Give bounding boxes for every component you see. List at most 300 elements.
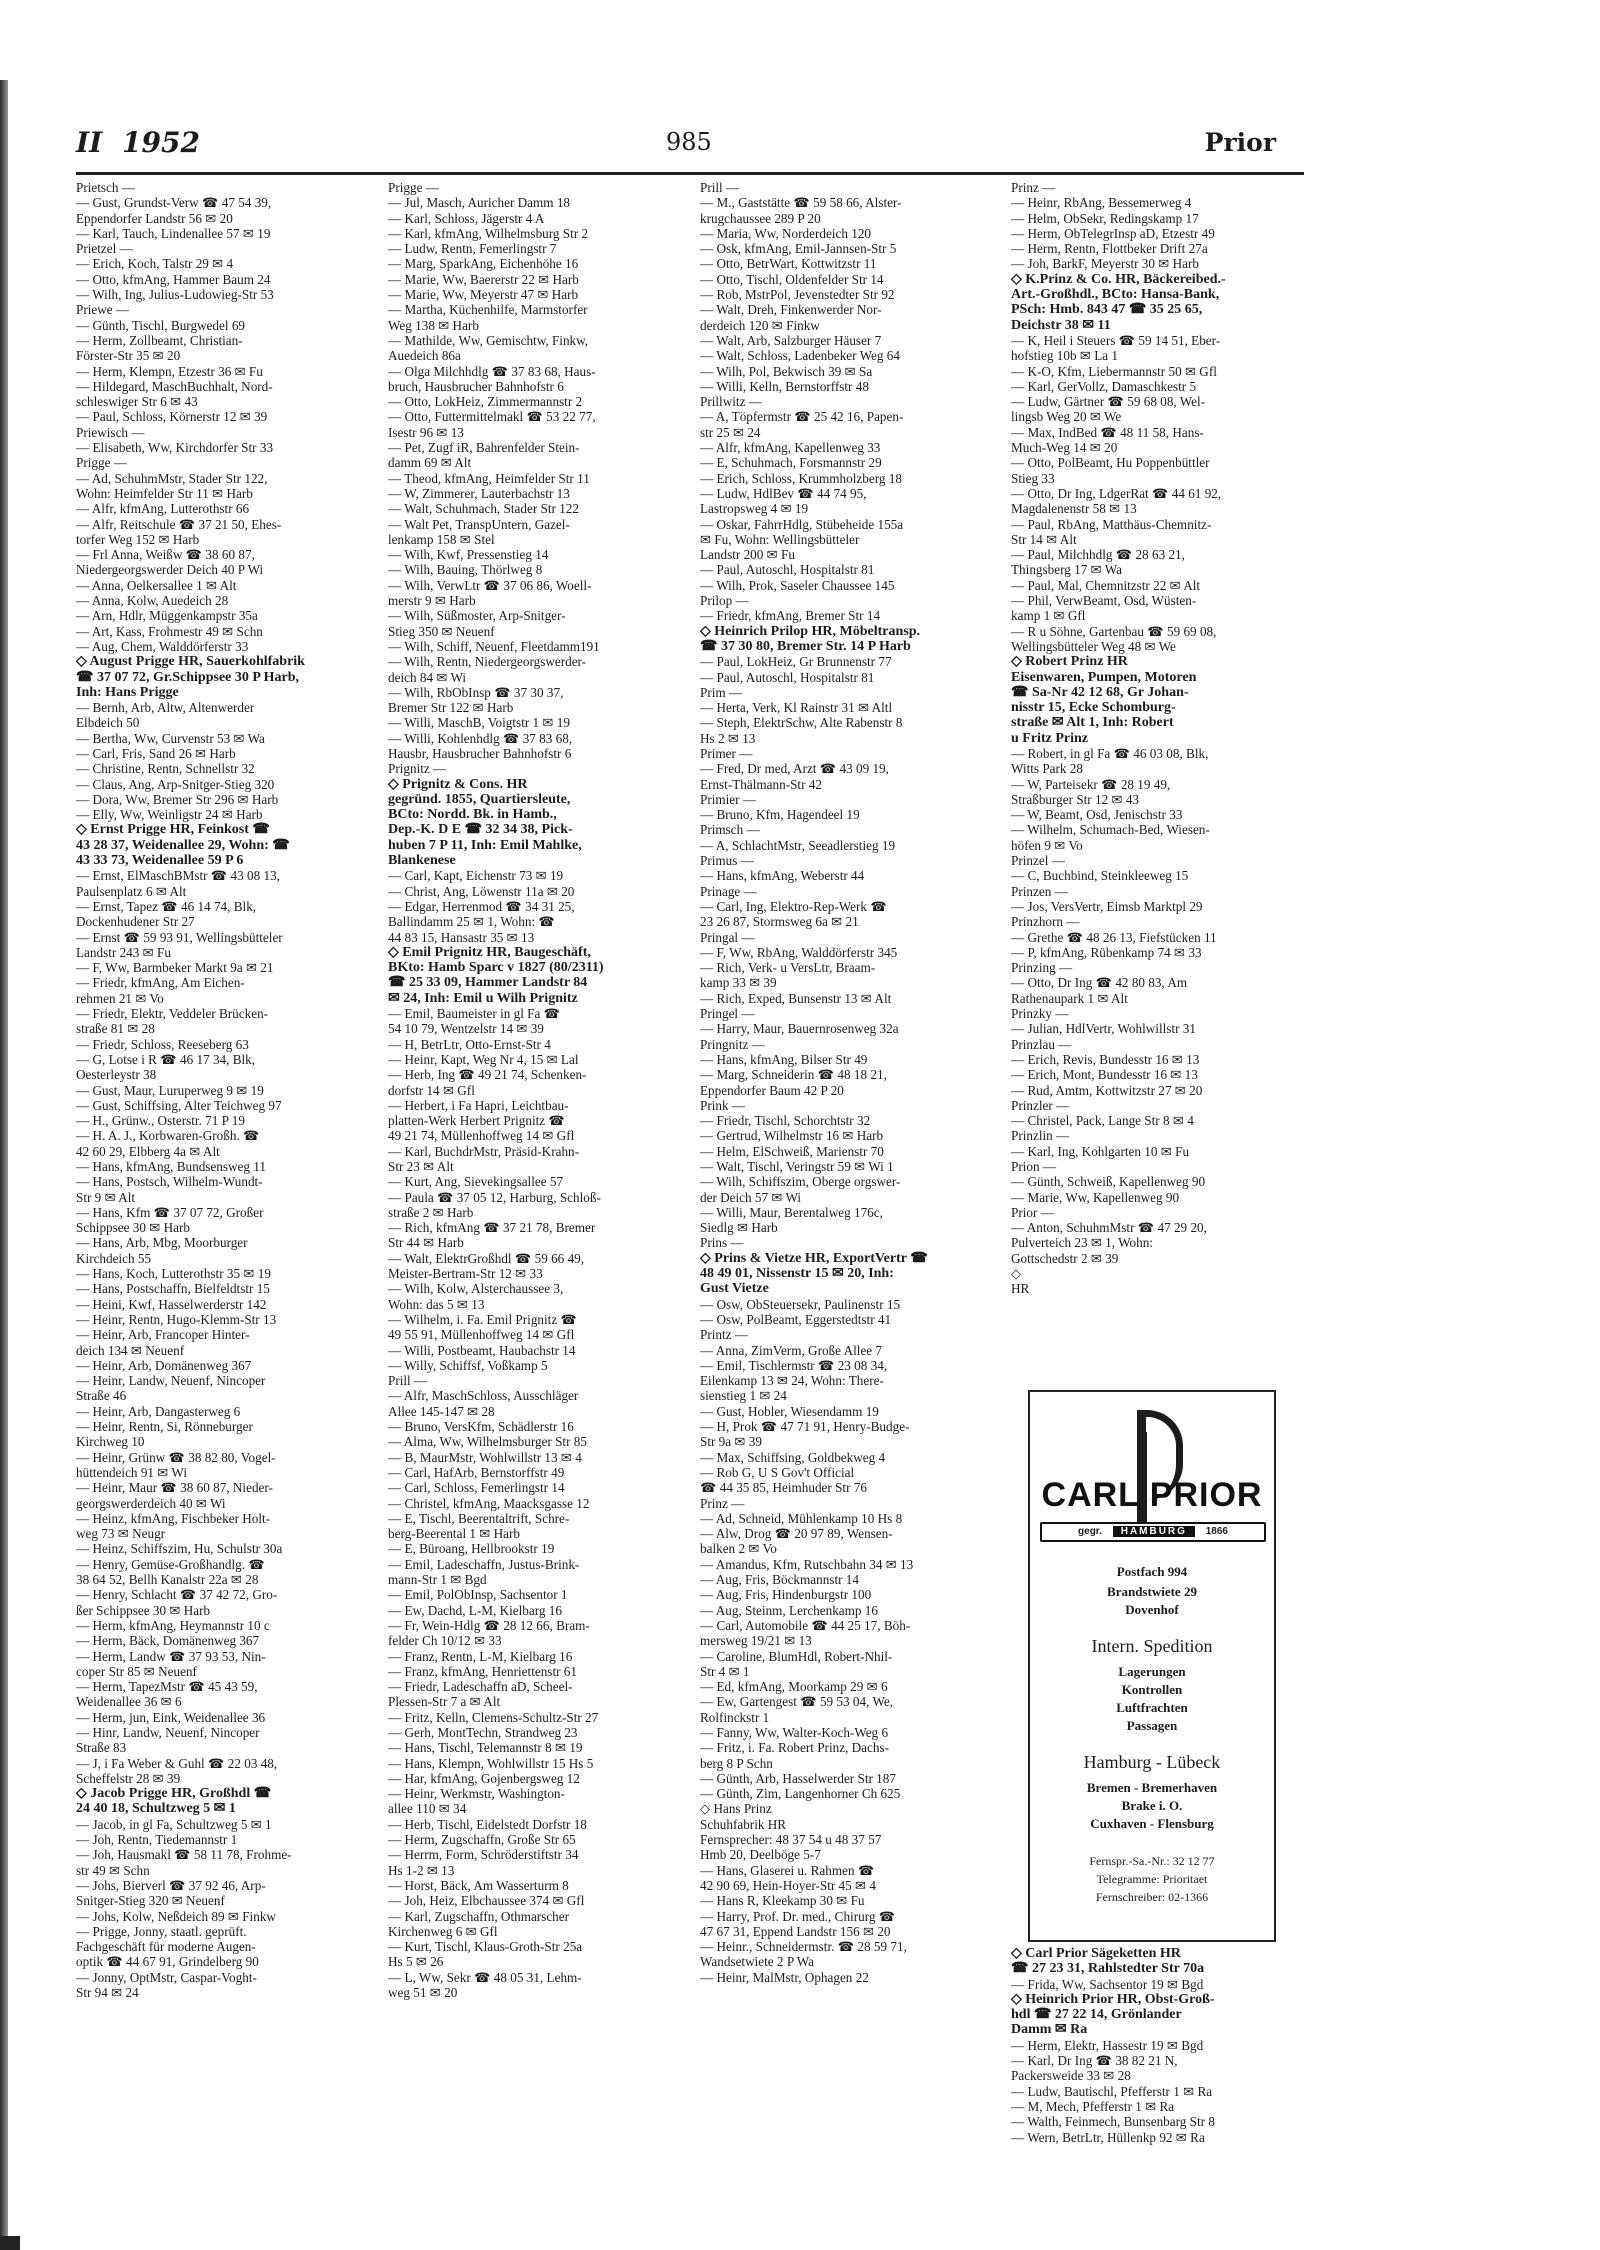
directory-entry: — Bruno, Kfm, Hagendeel 19: [700, 807, 860, 823]
directory-entry: — Karl, Ing, Kohlgarten 10 ✉ Fu: [1011, 1143, 1190, 1159]
directory-entry: — Herta, Verk, Kl Rainstr 31 ✉ Altl: [700, 700, 893, 716]
directory-entry: — Heinr, Rentn, Si, Rönneburger Kirchweg 10: [76, 1419, 253, 1450]
directory-entry: — Wilh, VerwLtr ☎ 37 06 86, Woell- merstr 9 ✉ Harb: [388, 577, 592, 609]
directory-entry: — Rob, MstrPol, Jevenstedter Str 92: [700, 287, 895, 303]
directory-entry: — Otto, Futtermittelmakl ☎ 53 22 77, Isestr 96 ✉ 13: [388, 409, 596, 440]
column-3: [700, 180, 996, 2220]
directory-entry: — Heinr, Rentn, Hugo-Klemm-Str 13: [76, 1311, 277, 1327]
directory-entry: — Franz, kfmAng, Henriettenstr 61: [388, 1663, 577, 1679]
directory-entry: — Wilh, Rentn, Niedergeorgswerder- deich 84 ✉ Wi: [388, 654, 587, 685]
ad-founded-label: gegr.: [1078, 1526, 1102, 1537]
directory-entry: — Paul, Autoschl, Hospitalstr 81: [700, 562, 875, 578]
directory-entry: — Carl, Kapt, Eichenstr 73 ✉ 19: [388, 868, 564, 884]
directory-entry: — Osk, kfmAng, Emil-Jannsen-Str 5: [700, 241, 897, 257]
directory-entry: — Gust, Grundst-Verw ☎ 47 54 39, Eppendorfer Landstr 56 ✉ 20: [76, 195, 272, 226]
directory-entry: Priewe —: [76, 302, 130, 318]
directory-entry: — Helm, ElSchweiß, Marienstr 70: [700, 1143, 884, 1159]
directory-entry: — Frl Anna, Weißw ☎ 38 60 87, Niedergeorgswerder Deich 40 P Wi: [76, 547, 264, 578]
directory-entry: — Willi, Maur, Berentalweg 176c, Siedlg ✉ Harb: [700, 1204, 883, 1236]
directory-entry: — Willi, Kohlenhdlg ☎ 37 83 68, Hausbr, Hausbrucher Bahnhofstr 6: [388, 730, 573, 761]
directory-entry: — Martha, Küchenhilfe, Marmstorfer Weg 138 ✉ Harb: [388, 302, 588, 333]
directory-entry: — Herm, Landw ☎ 37 93 53, Nin- coper Str 85 ✉ Neuenf: [76, 1648, 266, 1679]
directory-entry: — Elisabeth, Ww, Kirchdorfer Str 33: [76, 440, 274, 456]
directory-entry: — Erich, Schloss, Krummholzberg 18: [700, 470, 902, 486]
directory-entry: — W, Parteisekr ☎ 28 19 49, Straßburger Str 12 ✉ 43: [1011, 776, 1171, 807]
directory-entry: Prill —: [700, 180, 740, 195]
directory-entry: — Friedr, kfmAng, Am Eichen- rehmen 21 ✉ Vo: [76, 975, 245, 1006]
directory-entry: — Herm, Zugschaffn, Große Str 65: [388, 1832, 576, 1848]
directory-entry: — Walt Pet, TranspUntern, Gazel- lenkamp 158 ✉ Stel: [388, 516, 570, 547]
directory-entry: — Prigge, Jonny, staatl. geprüft. Fachgeschäft für moderne Augen- optik ☎ 44 67 91, Grindelberg 90: [76, 1923, 259, 1970]
directory-entry: — Pet, Zugf iR, Bahrenfelder Stein- damm 69 ✉ Alt: [388, 440, 580, 471]
directory-entry: — M., Gaststätte ☎ 59 58 66, Alster- krugchaussee 289 P 20: [700, 195, 902, 226]
directory-entry: — Herm, Zollbeamt, Christian- Förster-Str 35 ✉ 20: [76, 332, 243, 364]
directory-entry: — Rob G, U S Gov't Official ☎ 44 35 85, Heimhuder Str 76: [700, 1464, 867, 1496]
directory-entry: — Herb, Ing ☎ 49 21 74, Schenken- dorfstr 14 ✉ Gfl: [388, 1067, 587, 1098]
directory-entry: — Alfr, kfmAng, Lutterothstr 66: [76, 501, 250, 517]
directory-entry: — Hans, kfmAng, Bilser Str 49: [700, 1051, 868, 1067]
directory-entry: — Otto, BetrWart, Kottwitzstr 11: [700, 256, 877, 272]
directory-entry: — Johs, Bierverl ☎ 37 92 46, Arp- Snitger-Stieg 320 ✉ Neuenf: [76, 1877, 266, 1909]
directory-entry: Prinz —: [1011, 180, 1056, 195]
directory-entry: — Ernst, Tapez ☎ 46 14 74, Blk, Dockenhudener Str 27: [76, 898, 257, 930]
directory-entry: ◇ HR: [1011, 1266, 1030, 1297]
directory-entry: Prinage —: [700, 883, 757, 899]
directory-entry: — Carl, Ing, Elektro-Rep-Werk ☎ 23 26 87, Stormsweg 6a ✉ 21: [700, 898, 887, 930]
directory-entry: — R u Söhne, Gartenbau ☎ 59 69 08, Wellingsbütteler Weg 48 ✉ We: [1011, 623, 1217, 654]
directory-entry: — Herm, ObTelegrInsp aD, Etzestr 49: [1011, 225, 1215, 241]
directory-entry: — Erich, Koch, Talstr 29 ✉ 4: [76, 256, 234, 272]
directory-entry: — Rich, Exped, Bunsenstr 13 ✉ Alt: [700, 990, 892, 1006]
directory-entry: — Bernh, Arb, Altw, Altenwerder Elbdeich 50: [76, 700, 255, 731]
ad-street: Brandstwiete 29: [1107, 1584, 1197, 1599]
ad-service-item: Kontrollen: [1121, 1682, 1183, 1697]
directory-entry: — L, Ww, Sekr ☎ 48 05 31, Lehm- weg 51 ✉ 20: [388, 1969, 582, 2001]
ad-year: 1866: [1205, 1526, 1228, 1537]
directory-entry: Prinzler —: [1011, 1097, 1070, 1113]
directory-entry: — Friedr, Schloss, Reeseberg 63: [76, 1036, 249, 1052]
directory-entry: Prion —: [1011, 1159, 1057, 1174]
directory-entry: — Joh, Heiz, Elbchaussee 374 ✉ Gfl: [388, 1893, 585, 1909]
ad-service-item: Passagen: [1126, 1718, 1178, 1733]
directory-entry: — Paul, Schloss, Körnerstr 12 ✉ 39: [76, 409, 268, 425]
directory-entry: — Emil, PolObInsp, Sachsentor 1: [388, 1587, 568, 1603]
directory-entry: Pringal —: [700, 929, 755, 945]
directory-entry: — Ad, Schneid, Mühlenkamp 10 Hs 8: [700, 1510, 903, 1526]
year: 1952: [122, 126, 200, 159]
ad-branch: Brake i. O.: [1121, 1798, 1183, 1813]
directory-entry: — Edgar, Herrenmod ☎ 34 31 25, Ballindamm 25 ✉ 1, Wohn: ☎ 44 83 15, Hansastr 35 ✉ 13: [388, 898, 575, 945]
directory-entry: — Paul, LokHeiz, Gr Brunnenstr 77: [700, 654, 892, 670]
directory-entry: — Otto, LokHeiz, Zimmermannstr 2: [388, 394, 583, 410]
directory-entry: ◇ Hans Prinz Schuhfabrik HR Fernsprecher: 48 37 54 u 48 37 57 Hmb 20, Deelböge 5-7: [700, 1801, 882, 1863]
directory-entry: — A, SchlachtMstr, Seeadlerstieg 19: [700, 837, 896, 853]
ad-building: Dovenhof: [1125, 1602, 1179, 1617]
directory-entry: — Karl, Zugschaffn, Othmarscher Kirchenweg 6 ✉ Gfl: [388, 1908, 570, 1939]
directory-entry: — Willi, Kelln, Bernstorffstr 48: [700, 378, 869, 394]
directory-entry: — E, Büroang, Hellbrookstr 19: [388, 1541, 555, 1557]
directory-entry: — Otto, Tischl, Oldenfelder Str 14: [700, 271, 884, 287]
directory-entry: — Paul, Autoschl, Hospitalstr 81: [700, 669, 875, 685]
directory-entry: — Otto, kfmAng, Hammer Baum 24: [76, 271, 271, 287]
directory-entry: — Willi, MaschB, Voigtstr 1 ✉ 19: [388, 715, 570, 731]
directory-entry: ◇ August Prigge HR, Sauerkohlfabrik ☎ 37 07 72, Gr.Schippsee 30 P Harb, Inh: Hans Prigge: [76, 654, 305, 700]
directory-entry: — Karl, kfmAng, Wilhelmsburg Str 2: [388, 225, 589, 241]
directory-entry: — Grethe ☎ 48 26 13, Fiefstücken 11: [1011, 929, 1217, 945]
directory-entry: — Anna, Oelkersallee 1 ✉ Alt: [76, 577, 237, 593]
directory-entry: — Heinr, Grünw ☎ 38 82 80, Vogel- hüttendeich 91 ✉ Wi: [76, 1449, 276, 1480]
directory-entry: — Franz, Rentn, L-M, Kielbarg 16: [388, 1648, 573, 1664]
directory-entry: — Alfr, kfmAng, Kapellenweg 33: [700, 440, 881, 456]
directory-entry: Pringel —: [700, 1006, 755, 1022]
directory-entry: — Otto, Dr Ing, LdgerRat ☎ 44 61 92, Magdalenenstr 58 ✉ 13: [1011, 485, 1222, 517]
directory-entry: — Karl, Schloss, Jägerstr 4 A: [388, 210, 545, 226]
directory-entry: — Kurt, Ang, Sievekingsallee 57: [388, 1174, 564, 1190]
directory-entry: — Theod, kfmAng, Heimfelder Str 11: [388, 470, 590, 486]
directory-entry: — Marg, Schneiderin ☎ 48 18 21, Eppendorfer Baum 42 P 20: [700, 1067, 887, 1098]
directory-entry: Prinzen —: [1011, 883, 1068, 899]
directory-entry: — Herm, Rentn, Flottbeker Drift 27a: [1011, 241, 1208, 257]
directory-entry: Prignitz —: [388, 761, 447, 777]
directory-entry: — Heinz, kfmAng, Fischbeker Holt- weg 73 ✉ Neugr: [76, 1510, 271, 1542]
directory-entry: ◇ Emil Prignitz HR, Baugeschäft, BKto: Hamb Sparc v 1827 (80/2311) ☎ 25 33 09, Hammer Landstr 84 ✉ 24, Inh: Emil u Wilh Prignitz: [388, 944, 604, 1006]
directory-entry: — Ludw, HdlBev ☎ 44 74 95, Lastropsweg 4 ✉ 19: [700, 485, 867, 517]
directory-entry: Prins —: [700, 1235, 744, 1251]
ad-founding-bar: [1040, 1522, 1266, 1542]
directory-entry: — Paula ☎ 37 05 12, Harburg, Schloß- straße 2 ✉ Harb: [388, 1189, 601, 1220]
running-head: Prior: [1204, 128, 1276, 157]
directory-entry: — Friedr, Ladeschaffn aD, Scheel- Plessen-Str 7 a ✉ Alt: [388, 1679, 573, 1710]
directory-entry: — Gust, Schiffsing, Alter Teichweg 97: [76, 1097, 282, 1113]
column-4-continued: [1011, 1946, 1307, 2236]
directory-entry: — Dora, Ww, Bremer Str 296 ✉ Harb: [76, 791, 279, 807]
directory-entry: — Heinr, Landw, Neuenf, Nincoper Straße 46: [76, 1373, 266, 1404]
directory-entry: Prim —: [700, 684, 743, 700]
directory-entry: — Harry, Prof. Dr. med., Chirurg ☎ 47 67 31, Eppend Landstr 156 ✉ 20: [700, 1908, 896, 1939]
directory-entry: — Kurt, Tischl, Klaus-Groth-Str 25a Hs 5 ✉ 26: [388, 1939, 583, 1970]
directory-entry: — Wilh, Schiff, Neuenf, Fleetdamm191: [388, 638, 600, 654]
directory-entry: — Jacob, in gl Fa, Schultzweg 5 ✉ 1: [76, 1816, 272, 1832]
directory-entry: — Heinr., Schneidermstr. ☎ 28 59 71, Wandsetwiete 2 P Wa: [700, 1939, 907, 1970]
directory-entry: — Ludw, Rentn, Femerlingstr 7: [388, 241, 557, 257]
directory-entry: — Frida, Ww, Sachsentor 19 ✉ Bgd: [1011, 1976, 1204, 1992]
column-2: [388, 180, 684, 2220]
scan-edge-shadow: [0, 80, 8, 2250]
directory-entry: — Phil, VerwBeamt, Osd, Wüsten- kamp 1 ✉ Gfl: [1011, 593, 1197, 624]
directory-entry: ◇ K.Prinz & Co. HR, Bäckereibed.- Art.-Großhdl., BCto: Hansa-Bank, PSch: Hmb. 843 47 ☎ 35 25 65, Deichstr 38 ✉ 11: [1011, 271, 1226, 333]
directory-entry: — Emil, Ladeschaffn, Justus-Brink- mann-Str 1 ✉ Bgd: [388, 1556, 580, 1588]
directory-entry: — Horst, Bäck, Am Wasserturm 8: [388, 1877, 569, 1893]
directory-entry: — Marie, Ww, Baererstr 22 ✉ Harb: [388, 271, 579, 287]
directory-entry: — Christ, Ang, Löwenstr 11a ✉ 20: [388, 883, 575, 899]
page-number: 985: [666, 128, 712, 156]
directory-entry: — E, Tischl, Beerentaltrift, Schre- berg-Beerental 1 ✉ Harb: [388, 1510, 570, 1542]
directory-entry: — Emil, Tischlermstr ☎ 23 08 34, Eilenkamp 13 ✉ 24, Wohn: There- sienstieg 1 ✉ 24: [700, 1357, 888, 1404]
directory-entry: — Fritz, i. Fa. Robert Prinz, Dachs- berg 8 P Schn: [700, 1740, 889, 1771]
directory-entry: — Christel, Pack, Lange Str 8 ✉ 4: [1011, 1113, 1194, 1129]
directory-entry: — Alfr, MaschSchloss, Ausschläger Allee 145-147 ✉ 28: [388, 1388, 579, 1419]
directory-entry: — Joh, Hausmakl ☎ 58 11 78, Frohme- str 49 ✉ Schn: [76, 1847, 292, 1878]
directory-entry: — Wilhelm, i. Fa. Emil Prignitz ☎ 49 55 91, Müllenhoffweg 14 ✉ Gfl: [388, 1311, 577, 1343]
directory-entry: Prinzky —: [1011, 1006, 1069, 1022]
directory-entry: — Walt, ElektrGroßhdl ☎ 59 66 49, Meister-Bertram-Str 12 ✉ 33: [388, 1250, 585, 1282]
directory-entry: — K, Heil i Steuers ☎ 59 14 51, Eber- hofstieg 10b ✉ La 1: [1011, 332, 1221, 364]
directory-entry: — G, Lotse i R ☎ 46 17 34, Blk, Oesterleystr 38: [76, 1051, 256, 1083]
directory-entry: — Helm, ObSekr, Redingskamp 17: [1011, 210, 1199, 226]
directory-entry: — Bertha, Ww, Curvenstr 53 ✉ Wa: [76, 730, 265, 746]
directory-entry: — Johs, Kolw, Neßdeich 89 ✉ Finkw: [76, 1908, 276, 1924]
directory-entry: — Otto, Dr Ing ☎ 42 80 83, Am Rathenaupark 1 ✉ Alt: [1011, 975, 1188, 1006]
directory-entry: ◇ Prins & Vietze HR, ExportVertr ☎ 48 49 01, Nissenstr 15 ✉ 20, Inh: Gust Vietze: [700, 1250, 928, 1297]
directory-entry: — Ernst ☎ 59 93 91, Wellingsbütteler Landstr 243 ✉ Fu: [76, 929, 283, 960]
directory-entry: ◇ Robert Prinz HR Eisenwaren, Pumpen, Motoren ☎ Sa-Nr 42 12 68, Gr Johan- nisstr 15, Ecke Schomburg- straße ✉ Alt 1, Inh: Robert u Fritz Prinz: [1011, 654, 1197, 746]
directory-entry: — Bruno, VersKfm, Schädlerstr 16: [388, 1419, 574, 1435]
directory-entry: — F, Ww, RbAng, Walddörferstr 345: [700, 944, 898, 960]
directory-entry: — Carl, Schloss, Femerlingstr 14: [388, 1480, 565, 1496]
directory-entry: — Heinr, Arb, Francoper Hinter- deich 134 ✉ Neuenf: [76, 1327, 250, 1358]
directory-entry: — Heinr, Werkmstr, Washington- allee 110 ✉ 34: [388, 1786, 565, 1817]
directory-entry: — Hildegard, MaschBuchhalt, Nord- schleswiger Str 6 ✉ 43: [76, 378, 273, 410]
directory-entry: — K-O, Kfm, Liebermannstr 50 ✉ Gfl: [1011, 363, 1217, 379]
directory-entry: — Karl, GerVollz, Damaschkestr 5: [1011, 378, 1197, 394]
directory-entry: Prior —: [1011, 1204, 1054, 1220]
directory-entry: Primsch —: [700, 822, 760, 838]
directory-entry: — Karl, BuchdrMstr, Präsid-Krahn- Str 23 ✉ Alt: [388, 1143, 580, 1174]
directory-entry: — Har, kfmAng, Gojenbergsweg 12: [388, 1770, 580, 1786]
directory-entry: — Hans, Kfm ☎ 37 07 72, Großer Schippsee 30 ✉ Harb: [76, 1204, 264, 1236]
directory-entry: — Walt, Schuhmach, Stader Str 122: [388, 501, 579, 517]
directory-entry: Prinzhorn —: [1011, 914, 1080, 930]
directory-entry: — Gust, Hobler, Wiesendamm 19: [700, 1403, 879, 1419]
directory-entry: — Hans, Postsch, Wilhelm-Wundt- Str 9 ✉ Alt: [76, 1174, 263, 1205]
directory-entry: — Amandus, Kfm, Rutschbahn 34 ✉ 13: [700, 1556, 914, 1572]
directory-entry: — Heinr, Arb, Domänenweg 367: [76, 1357, 252, 1373]
directory-entry: — Marie, Ww, Kapellenweg 90: [1011, 1189, 1180, 1205]
directory-entry: — Hinr, Landw, Neuenf, Nincoper Straße 83: [76, 1724, 260, 1756]
directory-entry: — Herm, Klempn, Etzestr 36 ✉ Fu: [76, 363, 263, 379]
directory-entry: — Hans, kfmAng, Weberstr 44: [700, 868, 865, 884]
directory-entry: Prill —: [388, 1373, 428, 1389]
directory-entry: — Hans, kfmAng, Bundsensweg 11: [76, 1159, 266, 1174]
directory-entry: — Max, Schiffsing, Goldbekweg 4: [700, 1449, 886, 1465]
directory-entry: — Heinr, MalMstr, Ophagen 22: [700, 1969, 869, 1985]
directory-entry: — Ludw, Gärtner ☎ 59 68 08, Wel- lingsb Weg 20 ✉ We: [1011, 394, 1206, 425]
ad-branch: Cuxhaven - Flensburg: [1090, 1816, 1214, 1831]
directory-entry: — Gertrud, Wilhelmstr 16 ✉ Harb: [700, 1128, 884, 1144]
directory-entry: — Wilh, Schiffszim, Oberge orgswer- der Deich 57 ✉ Wi: [700, 1174, 901, 1205]
scan-corner-mark: [0, 2236, 20, 2250]
directory-entry: — Anna, ZimVerm, Große Allee 7: [700, 1342, 883, 1358]
directory-entry: Prink —: [700, 1097, 746, 1113]
directory-entry: — Heinr, Arb, Dangasterweg 6: [76, 1403, 241, 1419]
directory-entry: — Anton, SchuhmMstr ☎ 47 29 20, Pulverteich 23 ✉ 1, Wohn: Gottschedstr 2 ✉ 39: [1011, 1220, 1207, 1266]
directory-entry: — Fritz, Kelln, Clemens-Schultz-Str 27: [388, 1709, 599, 1725]
directory-entry: — Walt, Tischl, Veringstr 59 ✉ Wi 1: [700, 1159, 894, 1174]
directory-entry: — Herm, TapezMstr ☎ 45 43 59, Weidenallee 36 ✉ 6: [76, 1679, 258, 1710]
directory-entry: — Fred, Dr med, Arzt ☎ 43 09 19, Ernst-Thälmann-Str 42: [700, 761, 889, 792]
directory-entry: — C, Buchbind, Steinkleeweg 15: [1011, 868, 1189, 884]
directory-entry: — Wilh, Kolw, Alsterchaussee 3, Wohn: das 5 ✉ 13: [388, 1281, 564, 1312]
directory-entry: — Otto, PolBeamt, Hu Poppenbüttler Stieg 33: [1011, 455, 1210, 486]
page-header: [76, 126, 1304, 168]
directory-entry: — Wilh, Ing, Julius-Ludowieg-Str 53: [76, 287, 274, 303]
directory-entry: — J, i Fa Weber & Guhl ☎ 22 03 48, Scheffelstr 28 ✉ 39: [76, 1755, 278, 1786]
directory-entry: — Alfr, Reitschule ☎ 37 21 50, Ehes- torfer Weg 152 ✉ Harb: [76, 516, 282, 547]
directory-entry: — Steph, ElektrSchw, Alte Rabenstr 8 Hs 2 ✉ 13: [700, 715, 903, 746]
directory-entry: — Hans, Koch, Lutterothstr 35 ✉ 19: [76, 1266, 271, 1282]
directory-entry: — Carl, HafArb, Bernstorffstr 49: [388, 1464, 565, 1480]
directory-entry: — Wern, BetrLtr, Hüllenkp 92 ✉ Ra: [1011, 2129, 1205, 2145]
directory-entry: — Ad, SchuhmMstr, Stader Str 122, Wohn: Heimfelder Str 11 ✉ Harb: [76, 470, 268, 501]
directory-entry: — Ew, Dachd, L-M, Kielbarg 16: [388, 1602, 562, 1618]
directory-entry: — H, Prok ☎ 47 71 91, Henry-Budge- Str 9a ✉ 39: [700, 1419, 910, 1450]
directory-entry: — Jonny, OptMstr, Caspar-Voght- Str 94 ✉ 24: [76, 1969, 257, 2001]
directory-entry: Primer —: [700, 745, 753, 761]
column-1: [76, 180, 372, 2220]
directory-entry: — Carl, Fris, Sand 26 ✉ Harb: [76, 745, 236, 761]
directory-entry: — Oskar, FahrrHdlg, Stübeheide 155a ✉ Fu, Wohn: Wellingsbütteler Landstr 200 ✉ Fu: [700, 516, 904, 563]
directory-entry: — Henry, Schlacht ☎ 37 42 72, Gro- ßer Schippsee 30 ✉ Harb: [76, 1587, 278, 1618]
header-rule: [76, 172, 1304, 175]
ad-route: Hamburg - Lübeck: [1083, 1752, 1221, 1772]
directory-entry: — Alw, Drog ☎ 20 97 89, Wensen- balken 2 ✉ Vo: [700, 1526, 893, 1557]
directory-entry: Prinz —: [700, 1495, 745, 1511]
directory-entry: — B, MaurMstr, Wohlwillstr 13 ✉ 4: [388, 1449, 582, 1465]
directory-entry: ◇ Carl Prior Sägeketten HR ☎ 27 23 31, Rahlstedter Str 70a: [1011, 1946, 1205, 1977]
directory-entry: — Jos, VersVertr, Eimsb Marktpl 29: [1011, 898, 1203, 914]
ad-service-item: Luftfrachten: [1116, 1700, 1188, 1715]
directory-entry: — Walt, Dreh, Finkenwerder Nor- derdeich 120 ✉ Finkw: [700, 302, 882, 333]
directory-entry: — Elly, Ww, Weinligstr 24 ✉ Harb: [76, 807, 263, 823]
directory-entry: — Walt, Schloss, Ladenbeker Weg 64: [700, 348, 900, 364]
directory-entry: — Olga Milchhdlg ☎ 37 83 68, Haus- bruch, Hausbrucher Bahnhofstr 6: [388, 363, 596, 394]
directory-entry: Prinzing —: [1011, 960, 1073, 976]
directory-entry: — Friedr, Elektr, Veddeler Brücken- straße 81 ✉ 28: [76, 1006, 269, 1037]
ad-telex: Fernschreiber: 02-1366: [1095, 1890, 1209, 1904]
directory-entry: Prietzel —: [76, 241, 133, 257]
directory-entry: — Marie, Ww, Meyerstr 47 ✉ Harb: [388, 287, 579, 303]
directory-entry: — Heinz, Schiffszim, Hu, Schulstr 30a: [76, 1541, 283, 1557]
directory-entry: — Hans, Postschaffn, Bielfeldtstr 15: [76, 1281, 270, 1297]
directory-entry: — Wilh, Kwf, Pressenstieg 14: [388, 547, 549, 563]
directory-entry: — W, Beamt, Osd, Jenischstr 33: [1011, 807, 1183, 823]
directory-entry: — Herb, Tischl, Eidelstedt Dorfstr 18: [388, 1816, 587, 1832]
directory-entry: — Marg, SparkAng, Eichenhöhe 16: [388, 256, 579, 272]
directory-entry: ◇ Ernst Prigge HR, Feinkost ☎ 43 28 37, Weidenallee 29, Wohn: ☎ 43 33 73, Weidenallee 59 P 6: [76, 822, 290, 869]
directory-entry: Prillwitz —: [700, 394, 762, 410]
directory-entry: — Herbert, i Fa Hapri, Leichtbau- platten-Werk Herbert Prignitz ☎ 49 21 74, Müllenhoffweg 14 ✉ Gfl: [388, 1097, 575, 1144]
directory-entry: — Rich, Verk- u VersLtr, Braam- kamp 33 ✉ 39: [700, 960, 876, 991]
ad-branch: Bremen - Bremerhaven: [1086, 1780, 1218, 1795]
directory-entry: — Harry, Maur, Bauernrosenweg 32a: [700, 1021, 899, 1037]
directory-entry: — H., Grünw., Osterstr. 71 P 19: [76, 1113, 245, 1129]
directory-entry: — Wilh, Bauing, Thörlweg 8: [388, 562, 543, 578]
directory-entry: — Paul, Mal, Chemnitzstr 22 ✉ Alt: [1011, 577, 1201, 593]
directory-entry: — Friedr, Tischl, Schorchtstr 32: [700, 1113, 871, 1129]
directory-entry: — Art, Kass, Frohmestr 49 ✉ Schn: [76, 623, 263, 639]
carl-prior-advertisement: [1028, 1390, 1276, 1942]
directory-entry: — Anna, Kolw, Auedeich 28: [76, 593, 229, 609]
directory-entry: — Jul, Masch, Auricher Damm 18: [388, 195, 571, 211]
directory-entry: ◇ Prignitz & Cons. HR gegründ. 1855, Quartiersleute, BCto: Nordd. Bk. in Hamb., Dep.-K. D E ☎ 32 34 38, Pick- huben 7 P 11, Inh: Emil Mahlke, Blankenese: [388, 776, 582, 869]
directory-entry: — Christel, kfmAng, Maacksgasse 12: [388, 1495, 590, 1511]
directory-entry: — Willy, Schiffsf, Voßkamp 5: [388, 1357, 548, 1373]
directory-entry: — Rich, kfmAng ☎ 37 21 78, Bremer Str 44 ✉ Harb: [388, 1220, 596, 1251]
directory-entry: — Heini, Kwf, Hasselwerderstr 142: [76, 1296, 267, 1312]
directory-entry: — H. A. J., Korbwaren-Großh. ☎ 42 60 29, Elbberg 4a ✉ Alt: [76, 1128, 260, 1159]
directory-entry: — Hans, Klempn, Wohlwillstr 15 Hs 5: [388, 1755, 594, 1771]
directory-entry: — Joh, Rentn, Tiedemannstr 1: [76, 1832, 238, 1848]
ad-phone: Fernspr.-Sa.-Nr.: 32 12 77: [1089, 1854, 1215, 1868]
ad-brand: CARL PRIOR: [1041, 1476, 1263, 1514]
directory-entry: — Aug, Steinm, Lerchenkamp 16: [700, 1602, 878, 1618]
directory-entry: — Carl, Automobile ☎ 44 25 17, Böh- mersweg 19/21 ✉ 13: [700, 1617, 911, 1649]
directory-entry: Prinzlin —: [1011, 1128, 1070, 1144]
directory-entry: — H, BetrLtr, Otto-Ernst-Str 4: [388, 1036, 551, 1052]
directory-entry: — Karl, Dr Ing ☎ 38 82 21 N, Packersweide 33 ✉ 28: [1011, 2053, 1178, 2084]
directory-entry: — Alma, Ww, Wilhelmsburger Str 85: [388, 1434, 587, 1450]
directory-entry: — Gust, Maur, Luruperweg 9 ✉ 19: [76, 1082, 264, 1098]
directory-entry: — Gerh, MontTechn, Strandweg 23: [388, 1724, 578, 1740]
directory-entry: — Walth, Feinmech, Bunsenbarg Str 8: [1011, 2114, 1215, 2130]
directory-entry: — Fr, Wein-Hdlg ☎ 28 12 66, Bram- felder Ch 10/12 ✉ 33: [388, 1617, 590, 1649]
ad-service-item: Lagerungen: [1118, 1664, 1186, 1679]
directory-entry: — Willi, Postbeamt, Haubachstr 14: [388, 1342, 576, 1358]
directory-entry: ◇ Jacob Prigge HR, Großhdl ☎ 24 40 18, Schultzweg 5 ✉ 1: [76, 1786, 272, 1817]
ad-service: Intern. Spedition: [1091, 1636, 1213, 1656]
directory-entry: — Erich, Revis, Bundesstr 16 ✉ 13: [1011, 1051, 1200, 1067]
directory-entry: — Aug, Fris, Hindenburgstr 100: [700, 1587, 872, 1603]
volume-number: II: [76, 126, 103, 159]
directory-entry: ◇ Heinrich Prior HR, Obst-Groß- hdl ☎ 27 22 14, Grönlander Damm ✉ Ra: [1011, 1991, 1215, 2038]
directory-entry: Priewisch —: [76, 424, 145, 440]
directory-entry: — Heinr, RbAng, Bessemerweg 4: [1011, 195, 1192, 211]
directory-entry: Primus —: [700, 853, 754, 869]
directory-entry: — Aug, Fris, Böckmannstr 14: [700, 1572, 859, 1588]
directory-entry: — Fanny, Ww, Walter-Koch-Weg 6: [700, 1724, 889, 1740]
directory-entry: — Rud, Amtm, Kottwitzstr 27 ✉ 20: [1011, 1082, 1203, 1098]
directory-entry: Primier —: [700, 791, 757, 807]
directory-entry: — Paul, Milchhdlg ☎ 28 63 21, Thingsberg 17 ✉ Wa: [1011, 547, 1185, 578]
directory-entry: — Günth, Arb, Hasselwerder Str 187: [700, 1770, 896, 1786]
directory-entry: — F, Ww, Barmbeker Markt 9a ✉ 21: [76, 960, 274, 976]
directory-entry: — Claus, Ang, Arp-Snitger-Stieg 320: [76, 776, 275, 792]
directory-entry: — Wilh, Prok, Saseler Chaussee 145: [700, 577, 895, 593]
directory-entry: — Ludw, Bautischl, Pfefferstr 1 ✉ Ra: [1011, 2083, 1213, 2099]
directory-entry: — Hans, Glaserei u. Rahmen ☎ 42 90 69, Hein-Hoyer-Str 45 ✉ 4: [700, 1862, 876, 1893]
directory-entry: — Günth, Tischl, Burgwedel 69: [76, 317, 246, 333]
directory-entry: — Günth, Schweiß, Kapellenweg 90: [1011, 1174, 1206, 1190]
directory-entry: — Herm, Elektr, Hassestr 19 ✉ Bgd: [1011, 2037, 1204, 2053]
directory-entry: — Caroline, BlumHdl, Robert-Nhil- Str 4 ✉ 1: [700, 1648, 893, 1679]
directory-entry: — M, Mech, Pfefferstr 1 ✉ Ra: [1011, 2098, 1175, 2114]
directory-entry: — Paul, RbAng, Matthäus-Chemnitz- Str 14 ✉ Alt: [1011, 516, 1212, 547]
directory-entry: — Friedr, kfmAng, Bremer Str 14: [700, 608, 881, 624]
directory-entry: — Henry, Gemüse-Großhandlg. ☎ 38 64 52, Bellh Kanalstr 22a ✉ 28: [76, 1556, 265, 1588]
directory-entry: Prigge —: [76, 455, 127, 471]
directory-entry: — Mathilde, Ww, Gemischtw, Finkw, Auedeich 86a: [388, 332, 589, 364]
directory-entry: — Emil, Baumeister in gl Fa ☎ 54 10 79, Wentzelstr 14 ✉ 39: [388, 1006, 561, 1037]
directory-entry: — Wilh, Pol, Bekwisch 39 ✉ Sa: [700, 363, 873, 379]
directory-entry: Prigge —: [388, 180, 439, 195]
directory-entry: — P, kfmAng, Rübenkamp 74 ✉ 33: [1011, 944, 1202, 960]
directory-entry: — A, Töpfermstr ☎ 25 42 16, Papen- str 25 ✉ 24: [700, 409, 904, 440]
directory-entry: — Hans R, Kleekamp 30 ✉ Fu: [700, 1893, 865, 1909]
ad-postbox: Postfach 994: [1116, 1564, 1188, 1579]
directory-entry: ◇ Heinrich Prilop HR, Möbeltransp. ☎ 37 30 80, Bremer Str. 14 P Harb: [700, 623, 920, 654]
directory-entry: — Julian, HdlVertr, Wohlwillstr 31: [1011, 1021, 1196, 1037]
directory-entry: — Erich, Mont, Bundesstr 16 ✉ 13: [1011, 1067, 1198, 1083]
